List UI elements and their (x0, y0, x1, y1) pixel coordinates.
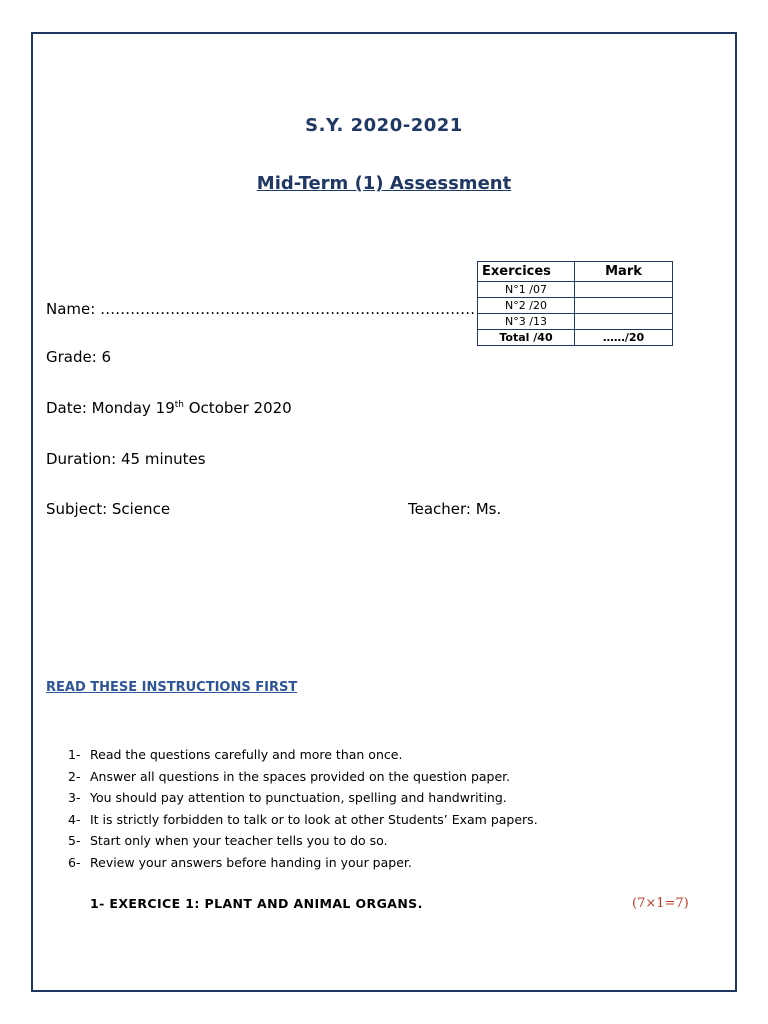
item-number: 2- (68, 768, 81, 784)
duration-field: Duration: 45 minutes (46, 450, 206, 468)
instructions-list (68, 744, 538, 873)
marks-table (477, 261, 673, 346)
mark-cell[interactable] (575, 314, 673, 330)
date-superscript: th (174, 400, 184, 410)
exercise-label: N°1 /07 (478, 282, 575, 298)
list-item (68, 744, 538, 766)
exercise-label: N°3 /13 (478, 314, 575, 330)
item-number: 3- (68, 790, 81, 805)
total-row (478, 330, 673, 346)
item-number: 6- (68, 854, 81, 870)
item-text: You should pay attention to punctuation, spelling and handwriting. (90, 790, 507, 805)
assessment-title: Mid-Term (1) Assessment (256, 173, 512, 194)
teacher-field[interactable]: Teacher: Ms. (408, 500, 502, 518)
table-row (478, 282, 673, 298)
table-row (478, 298, 673, 314)
total-label: Total /40 (478, 330, 575, 346)
item-text: It is strictly forbidden to talk or to look at other Students’ Exam papers. (90, 811, 538, 827)
exercise-title: 1- EXERCICE 1: PLANT AND ANIMAL ORGANS. (90, 896, 423, 911)
mark-cell[interactable] (575, 298, 673, 314)
table-row (478, 314, 673, 330)
list-item (68, 809, 538, 831)
item-number: 5- (68, 833, 81, 848)
item-text: Answer all questions in the spaces provided on the question paper. (90, 768, 511, 784)
list-item (68, 766, 538, 788)
item-text: Start only when your teacher tells you to do so. (90, 833, 388, 848)
list-item (68, 787, 538, 809)
exercise-points: (7×1=7) (632, 896, 689, 911)
grade-field: Grade: 6 (46, 348, 112, 366)
school-year: S.Y. 2020-2021 (305, 115, 463, 136)
instructions-title: READ THESE INSTRUCTIONS FIRST (46, 680, 298, 695)
date-prefix: Date: Monday 19 (46, 399, 175, 417)
mark-cell[interactable] (575, 282, 673, 298)
item-number: 4- (68, 811, 81, 827)
item-number: 1- (68, 747, 81, 762)
marks-table-header (478, 262, 673, 282)
list-item (68, 852, 538, 874)
name-field[interactable]: Name: ………………………………………………………………… (46, 300, 476, 318)
exercise-label: N°2 /20 (478, 298, 575, 314)
exercises-header: Exercices (478, 262, 575, 282)
item-text: Review your answers before handing in your paper. (90, 854, 412, 870)
subject-field: Subject: Science (46, 500, 171, 518)
mark-header: Mark (575, 262, 673, 282)
date-field (46, 399, 292, 417)
item-text: Read the questions carefully and more than once. (90, 747, 403, 762)
total-mark[interactable]: ……/20 (575, 330, 673, 346)
list-item (68, 830, 538, 852)
date-suffix: October 2020 (183, 399, 292, 417)
